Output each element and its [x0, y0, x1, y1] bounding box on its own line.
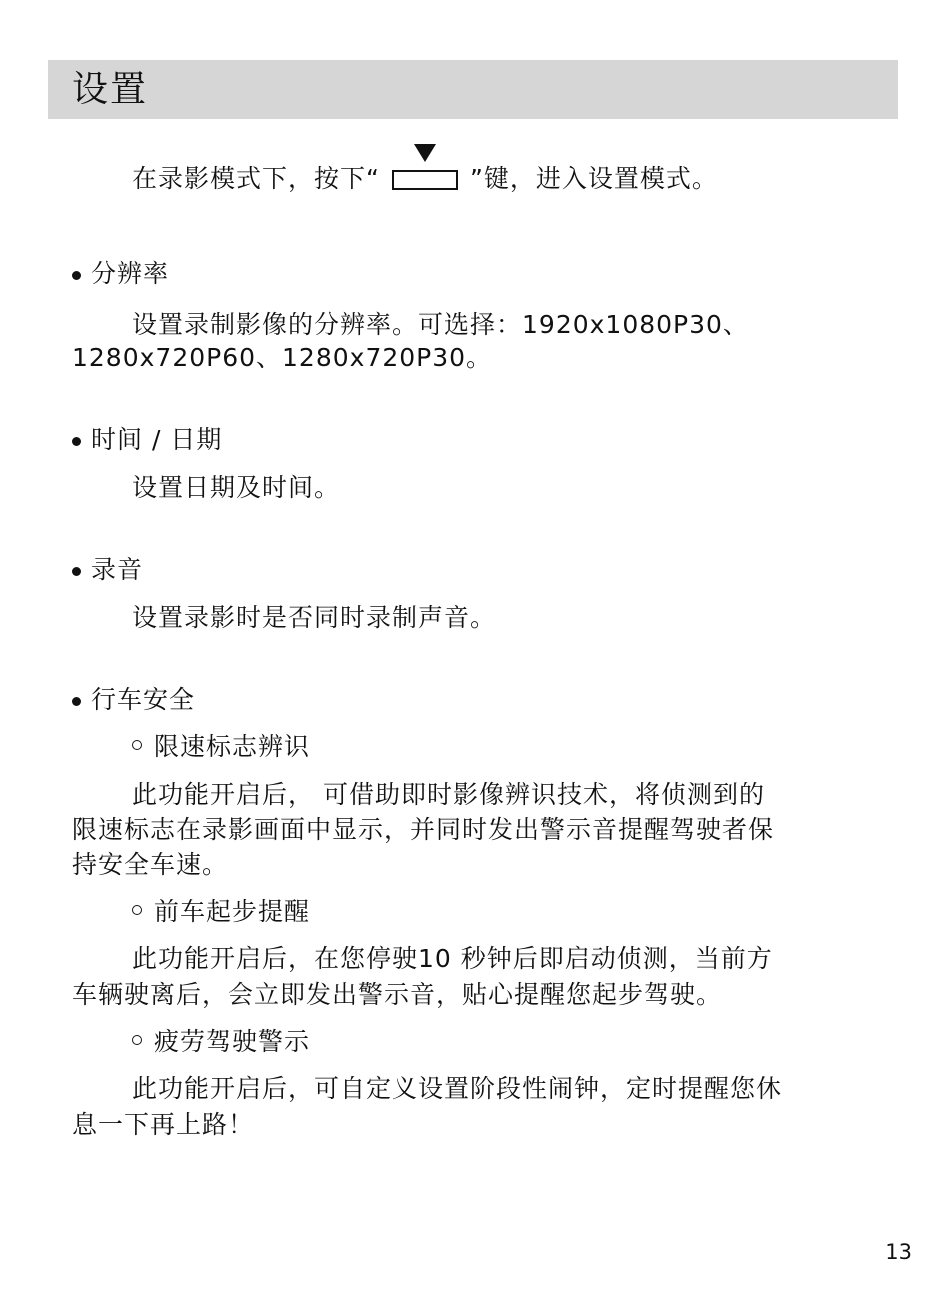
circle-bullet-icon [132, 1035, 142, 1045]
resolution-text-2: 1280x720P60、1280x720P30。 [72, 343, 493, 372]
bullet-dot-icon [72, 271, 81, 280]
speed-sign-text-3: 持安全车速。 [72, 850, 229, 879]
resolution-text-1: 设置录制影像的分辨率。可选择：1920x1080P30、 [132, 310, 749, 339]
circle-bullet-icon [132, 740, 142, 750]
front-car-heading: 前车起步提醒 [154, 897, 311, 926]
fatigue-text-2: 息一下再上路！ [72, 1110, 255, 1139]
bullet-dot-icon [72, 567, 81, 576]
circle-bullet-icon [132, 905, 142, 915]
bullet-audio [72, 555, 143, 585]
bullet-safety [72, 685, 195, 715]
front-car-text-2: 车辆驶离后，会立即发出警示音，贴心提醒您起步驾驶。 [72, 980, 723, 1009]
bullet-resolution [72, 259, 169, 289]
sub-fatigue [132, 1027, 310, 1057]
front-car-text-1: 此功能开启后，在您停驶10 秒钟后即启动侦测，当前方 [132, 944, 773, 973]
intro-text-after: ”键，进入设置模式。 [469, 164, 718, 193]
safety-heading: 行车安全 [91, 685, 196, 714]
speed-sign-text-1: 此功能开启后， 可借助即时影像辨识技术，将侦测到的 [132, 780, 765, 809]
fatigue-heading: 疲劳驾驶警示 [154, 1027, 311, 1056]
sub-front-car [132, 897, 310, 927]
bullet-dot-icon [72, 697, 81, 706]
section-title-bar [48, 60, 898, 119]
datetime-heading: 时间 / 日期 [91, 425, 223, 454]
speed-sign-heading: 限速标志辨识 [154, 732, 311, 761]
speed-sign-text-2: 限速标志在录影画面中显示，并同时发出警示音提醒驾驶者保 [72, 815, 775, 844]
sub-speed-sign [132, 732, 310, 762]
resolution-heading: 分辨率 [91, 259, 170, 288]
down-triangle-key-icon [392, 170, 458, 190]
audio-text-1: 设置录影时是否同时录制声音。 [132, 603, 497, 632]
fatigue-text-1: 此功能开启后，可自定义设置阶段性闹钟，定时提醒您休 [132, 1074, 783, 1103]
page-number: 13 [885, 1240, 912, 1264]
bullet-datetime [72, 425, 222, 455]
datetime-text-1: 设置日期及时间。 [132, 473, 341, 502]
audio-heading: 录音 [91, 555, 144, 584]
page-title: 设置 [72, 69, 149, 110]
bullet-dot-icon [72, 437, 81, 446]
intro-text-before: 在录影模式下，按下“ [132, 164, 380, 193]
intro-paragraph [132, 164, 718, 194]
